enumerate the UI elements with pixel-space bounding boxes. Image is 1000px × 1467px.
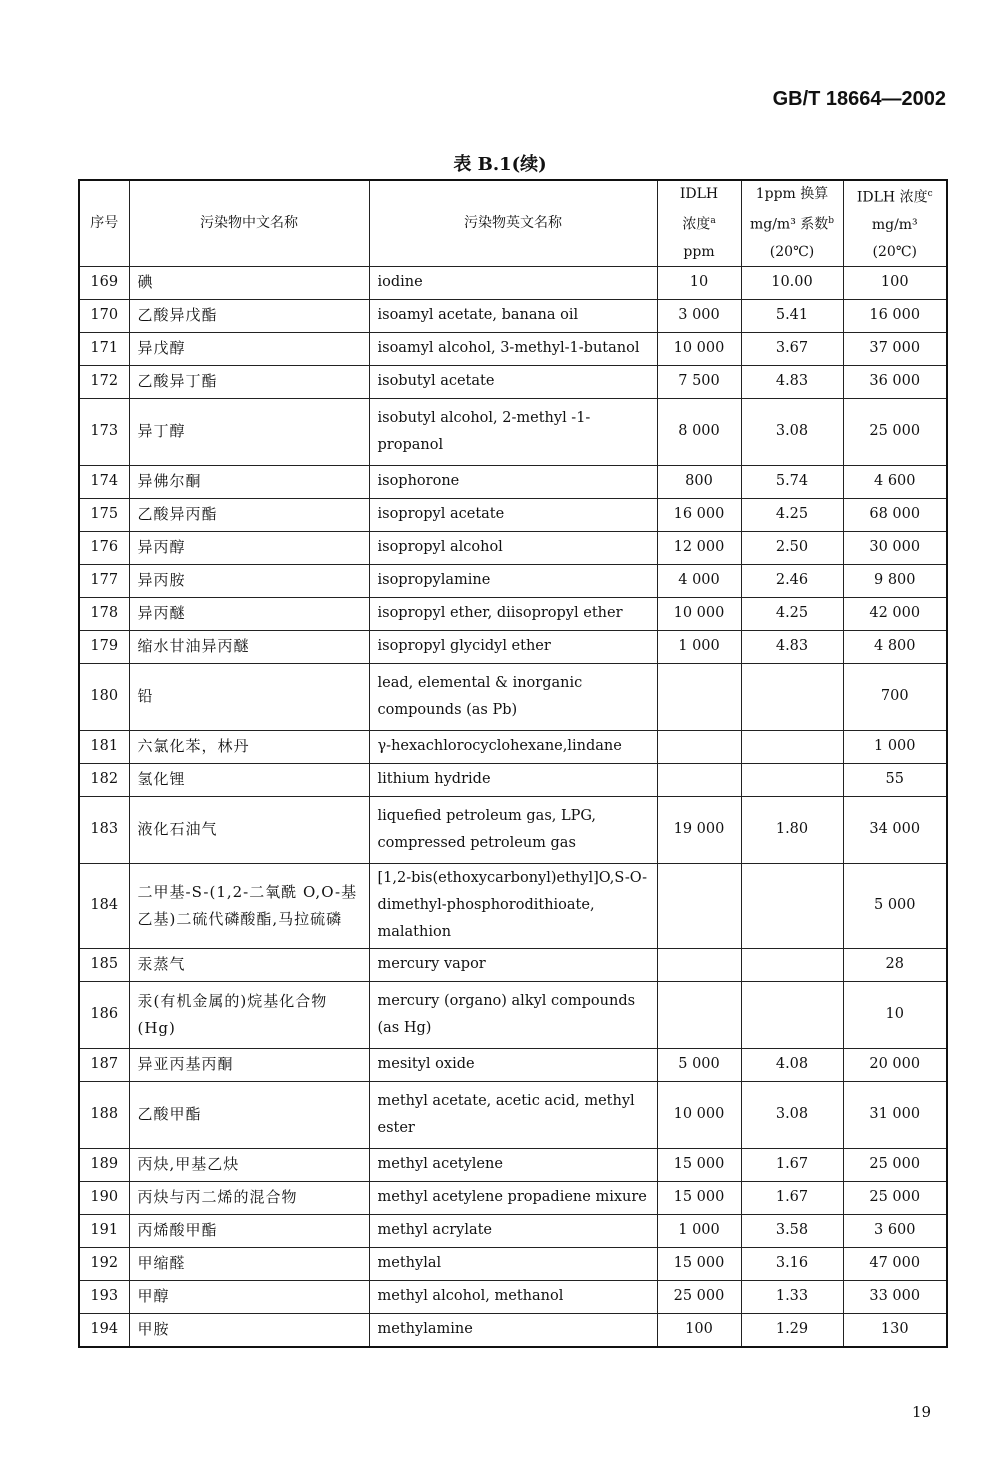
row-idlh-mg: 10 — [843, 981, 947, 1048]
row-idlh-ppm: 15 000 — [657, 1247, 741, 1280]
row-number: 170 — [79, 299, 129, 332]
header-factor-line1: 1ppm 换算 — [755, 186, 829, 202]
row-idlh-mg: 68 000 — [843, 498, 947, 531]
row-conversion-factor: 1.67 — [741, 1181, 843, 1214]
row-conversion-factor — [741, 981, 843, 1048]
row-en-name: methyl acetylene propadiene mixure — [369, 1181, 657, 1214]
table-row — [79, 365, 947, 398]
table-caption: 表 B.1(续) — [453, 154, 547, 175]
table-row — [79, 398, 947, 465]
row-number: 169 — [79, 266, 129, 299]
row-conversion-factor: 2.50 — [741, 531, 843, 564]
row-cn-name: 丙炔与丙二烯的混合物 — [129, 1181, 369, 1214]
header-idlh-mg — [843, 180, 947, 266]
table-row — [79, 730, 947, 763]
row-idlh-mg: 36 000 — [843, 365, 947, 398]
row-idlh-mg: 3 600 — [843, 1214, 947, 1247]
row-idlh-ppm: 10 000 — [657, 597, 741, 630]
table-header-row — [79, 180, 947, 266]
header-idlh-ppm — [657, 180, 741, 266]
row-cn-name: 异丙醇 — [129, 531, 369, 564]
row-cn-name: 液化石油气 — [129, 796, 369, 863]
header-idlh-ppm-line1: IDLH — [679, 186, 719, 202]
row-cn-name: 乙酸甲酯 — [129, 1081, 369, 1148]
table-row — [79, 1048, 947, 1081]
row-en-name: methyl acetylene — [369, 1148, 657, 1181]
row-conversion-factor: 3.16 — [741, 1247, 843, 1280]
table-row — [79, 465, 947, 498]
row-number: 180 — [79, 663, 129, 730]
row-number: 171 — [79, 332, 129, 365]
row-number: 183 — [79, 796, 129, 863]
row-conversion-factor: 5.41 — [741, 299, 843, 332]
row-en-name: mesityl oxide — [369, 1048, 657, 1081]
row-conversion-factor: 3.08 — [741, 1081, 843, 1148]
row-conversion-factor: 4.08 — [741, 1048, 843, 1081]
row-idlh-ppm: 5 000 — [657, 1048, 741, 1081]
row-conversion-factor: 1.29 — [741, 1313, 843, 1347]
header-no: 序号 — [79, 180, 129, 266]
table-row — [79, 630, 947, 663]
row-conversion-factor — [741, 730, 843, 763]
row-conversion-factor: 2.46 — [741, 564, 843, 597]
row-en-name: [1,2-bis(ethoxycarbonyl)ethyl]O,S-O-dimethyl-phosphorodithioate, malathion — [369, 863, 657, 948]
row-conversion-factor: 5.74 — [741, 465, 843, 498]
row-cn-name: 丙炔,甲基乙炔 — [129, 1148, 369, 1181]
idlh-table — [78, 179, 948, 1348]
row-idlh-ppm: 12 000 — [657, 531, 741, 564]
row-idlh-mg: 1 000 — [843, 730, 947, 763]
row-en-name: lithium hydride — [369, 763, 657, 796]
row-en-name: isopropyl alcohol — [369, 531, 657, 564]
row-cn-name: 异亚丙基丙酮 — [129, 1048, 369, 1081]
row-cn-name: 甲缩醛 — [129, 1247, 369, 1280]
row-en-name: γ-hexachlorocyclohexane,lindane — [369, 730, 657, 763]
table-row — [79, 564, 947, 597]
row-en-name: isophorone — [369, 465, 657, 498]
row-cn-name: 乙酸异戊酯 — [129, 299, 369, 332]
header-idlh-ppm-line2: 浓度$^a$ — [682, 216, 716, 233]
row-idlh-mg: 31 000 — [843, 1081, 947, 1148]
row-number: 178 — [79, 597, 129, 630]
table-row — [79, 266, 947, 299]
row-idlh-ppm: 8 000 — [657, 398, 741, 465]
row-idlh-mg: 130 — [843, 1313, 947, 1347]
header-factor-line2: mg/m³ 系数$^b$ — [749, 216, 835, 233]
page-number: 19 — [912, 1403, 932, 1421]
row-en-name: methyl acetate, acetic acid, methyl ester — [369, 1081, 657, 1148]
table-row — [79, 299, 947, 332]
table-row — [79, 1148, 947, 1181]
row-idlh-ppm: 3 000 — [657, 299, 741, 332]
row-idlh-mg: 9 800 — [843, 564, 947, 597]
row-idlh-ppm — [657, 981, 741, 1048]
table-row — [79, 763, 947, 796]
row-idlh-ppm — [657, 730, 741, 763]
row-idlh-ppm: 19 000 — [657, 796, 741, 863]
row-conversion-factor — [741, 948, 843, 981]
row-idlh-ppm: 7 500 — [657, 365, 741, 398]
row-cn-name: 异戊醇 — [129, 332, 369, 365]
row-idlh-ppm: 10 000 — [657, 1081, 741, 1148]
row-idlh-mg: 37 000 — [843, 332, 947, 365]
header-idlh-mg-line2: mg/m³ — [871, 216, 918, 233]
row-number: 191 — [79, 1214, 129, 1247]
table-row — [79, 1313, 947, 1347]
row-cn-name: 甲胺 — [129, 1313, 369, 1347]
row-idlh-ppm — [657, 663, 741, 730]
row-conversion-factor: 3.58 — [741, 1214, 843, 1247]
row-en-name: lead, elemental & inorganic compounds (as Pb) — [369, 663, 657, 730]
header-factor — [741, 180, 843, 266]
row-idlh-ppm: 15 000 — [657, 1181, 741, 1214]
row-idlh-ppm: 800 — [657, 465, 741, 498]
row-en-name: methyl acrylate — [369, 1214, 657, 1247]
row-cn-name: 氢化锂 — [129, 763, 369, 796]
table-row — [79, 1247, 947, 1280]
table-row — [79, 1081, 947, 1148]
table-row — [79, 948, 947, 981]
row-en-name: mercury vapor — [369, 948, 657, 981]
header-en-name: 污染物英文名称 — [369, 180, 657, 266]
row-idlh-ppm: 1 000 — [657, 1214, 741, 1247]
table-row — [79, 531, 947, 564]
row-number: 172 — [79, 365, 129, 398]
row-number: 176 — [79, 531, 129, 564]
table-row — [79, 1280, 947, 1313]
row-en-name: mercury (organo) alkyl compounds (as Hg) — [369, 981, 657, 1048]
row-cn-name: 乙酸异丙酯 — [129, 498, 369, 531]
row-idlh-mg: 4 800 — [843, 630, 947, 663]
row-number: 193 — [79, 1280, 129, 1313]
row-idlh-ppm: 15 000 — [657, 1148, 741, 1181]
row-conversion-factor — [741, 763, 843, 796]
row-idlh-mg: 25 000 — [843, 1181, 947, 1214]
row-conversion-factor: 1.33 — [741, 1280, 843, 1313]
row-conversion-factor: 1.67 — [741, 1148, 843, 1181]
row-number: 177 — [79, 564, 129, 597]
header-idlh-mg-line3: (20℃) — [872, 243, 917, 260]
row-number: 187 — [79, 1048, 129, 1081]
row-cn-name: 异丙胺 — [129, 564, 369, 597]
row-idlh-ppm — [657, 763, 741, 796]
table-row — [79, 332, 947, 365]
row-number: 190 — [79, 1181, 129, 1214]
table-row — [79, 796, 947, 863]
row-cn-name: 二甲基-S-(1,2-二氧酰 O,O-基乙基)二硫代磷酸酯,马拉硫磷 — [129, 863, 369, 948]
row-number: 189 — [79, 1148, 129, 1181]
row-number: 181 — [79, 730, 129, 763]
row-idlh-mg: 20 000 — [843, 1048, 947, 1081]
row-idlh-mg: 47 000 — [843, 1247, 947, 1280]
row-en-name: isopropyl acetate — [369, 498, 657, 531]
row-number: 192 — [79, 1247, 129, 1280]
row-idlh-mg: 5 000 — [843, 863, 947, 948]
row-en-name: isoamyl alcohol, 3-methyl-1-butanol — [369, 332, 657, 365]
row-idlh-ppm: 100 — [657, 1313, 741, 1347]
row-cn-name: 异佛尔酮 — [129, 465, 369, 498]
row-en-name: methylamine — [369, 1313, 657, 1347]
row-idlh-ppm: 10 000 — [657, 332, 741, 365]
row-idlh-ppm: 4 000 — [657, 564, 741, 597]
row-idlh-mg: 100 — [843, 266, 947, 299]
row-en-name: isopropyl glycidyl ether — [369, 630, 657, 663]
row-idlh-ppm: 1 000 — [657, 630, 741, 663]
row-conversion-factor: 3.67 — [741, 332, 843, 365]
row-cn-name: 缩水甘油异丙醚 — [129, 630, 369, 663]
row-idlh-ppm — [657, 863, 741, 948]
row-en-name: isoamyl acetate, banana oil — [369, 299, 657, 332]
row-conversion-factor: 3.08 — [741, 398, 843, 465]
table-row — [79, 498, 947, 531]
row-number: 175 — [79, 498, 129, 531]
row-idlh-mg: 4 600 — [843, 465, 947, 498]
row-conversion-factor — [741, 663, 843, 730]
row-number: 179 — [79, 630, 129, 663]
row-number: 174 — [79, 465, 129, 498]
row-idlh-ppm: 10 — [657, 266, 741, 299]
row-number: 173 — [79, 398, 129, 465]
row-idlh-mg: 700 — [843, 663, 947, 730]
row-cn-name: 汞蒸气 — [129, 948, 369, 981]
row-en-name: isopropyl ether, diisopropyl ether — [369, 597, 657, 630]
header-factor-line3: (20℃) — [769, 243, 815, 260]
row-cn-name: 碘 — [129, 266, 369, 299]
row-conversion-factor: 4.83 — [741, 365, 843, 398]
header-idlh-mg-line1: IDLH 浓度$^c$ — [856, 189, 933, 206]
row-idlh-mg: 55 — [843, 763, 947, 796]
row-idlh-mg: 25 000 — [843, 398, 947, 465]
row-en-name: iodine — [369, 266, 657, 299]
header-cn-name: 污染物中文名称 — [129, 180, 369, 266]
row-cn-name: 铅 — [129, 663, 369, 730]
row-conversion-factor: 4.25 — [741, 597, 843, 630]
row-number: 186 — [79, 981, 129, 1048]
row-cn-name: 六氯化苯，林丹 — [129, 730, 369, 763]
row-idlh-ppm — [657, 948, 741, 981]
row-idlh-mg: 28 — [843, 948, 947, 981]
standard-code: GB/T 18664—2002 — [772, 88, 946, 110]
row-number: 188 — [79, 1081, 129, 1148]
row-cn-name: 汞(有机金属的)烷基化合物(Hg) — [129, 981, 369, 1048]
table-row — [79, 1214, 947, 1247]
row-en-name: liquefied petroleum gas, LPG, compressed petroleum gas — [369, 796, 657, 863]
row-idlh-mg: 33 000 — [843, 1280, 947, 1313]
row-number: 194 — [79, 1313, 129, 1347]
row-idlh-ppm: 25 000 — [657, 1280, 741, 1313]
row-en-name: methylal — [369, 1247, 657, 1280]
row-idlh-mg: 16 000 — [843, 299, 947, 332]
row-conversion-factor: 4.25 — [741, 498, 843, 531]
row-number: 185 — [79, 948, 129, 981]
row-idlh-mg: 25 000 — [843, 1148, 947, 1181]
row-idlh-mg: 30 000 — [843, 531, 947, 564]
row-cn-name: 异丁醇 — [129, 398, 369, 465]
row-number: 184 — [79, 863, 129, 948]
row-cn-name: 甲醇 — [129, 1280, 369, 1313]
table-row — [79, 597, 947, 630]
table-row — [79, 863, 947, 948]
row-cn-name: 异丙醚 — [129, 597, 369, 630]
row-en-name: methyl alcohol, methanol — [369, 1280, 657, 1313]
table-row — [79, 1181, 947, 1214]
row-conversion-factor — [741, 863, 843, 948]
table-row — [79, 663, 947, 730]
row-idlh-mg: 34 000 — [843, 796, 947, 863]
row-en-name: isopropylamine — [369, 564, 657, 597]
row-number: 182 — [79, 763, 129, 796]
row-idlh-mg: 42 000 — [843, 597, 947, 630]
row-idlh-ppm: 16 000 — [657, 498, 741, 531]
row-conversion-factor: 10.00 — [741, 266, 843, 299]
row-conversion-factor: 4.83 — [741, 630, 843, 663]
row-cn-name: 丙烯酸甲酯 — [129, 1214, 369, 1247]
table-body — [79, 266, 947, 1347]
table-row — [79, 981, 947, 1048]
row-conversion-factor: 1.80 — [741, 796, 843, 863]
header-idlh-ppm-line3: ppm — [683, 243, 715, 260]
row-en-name: isobutyl acetate — [369, 365, 657, 398]
row-cn-name: 乙酸异丁酯 — [129, 365, 369, 398]
row-en-name: isobutyl alcohol, 2-methyl -1-propanol — [369, 398, 657, 465]
